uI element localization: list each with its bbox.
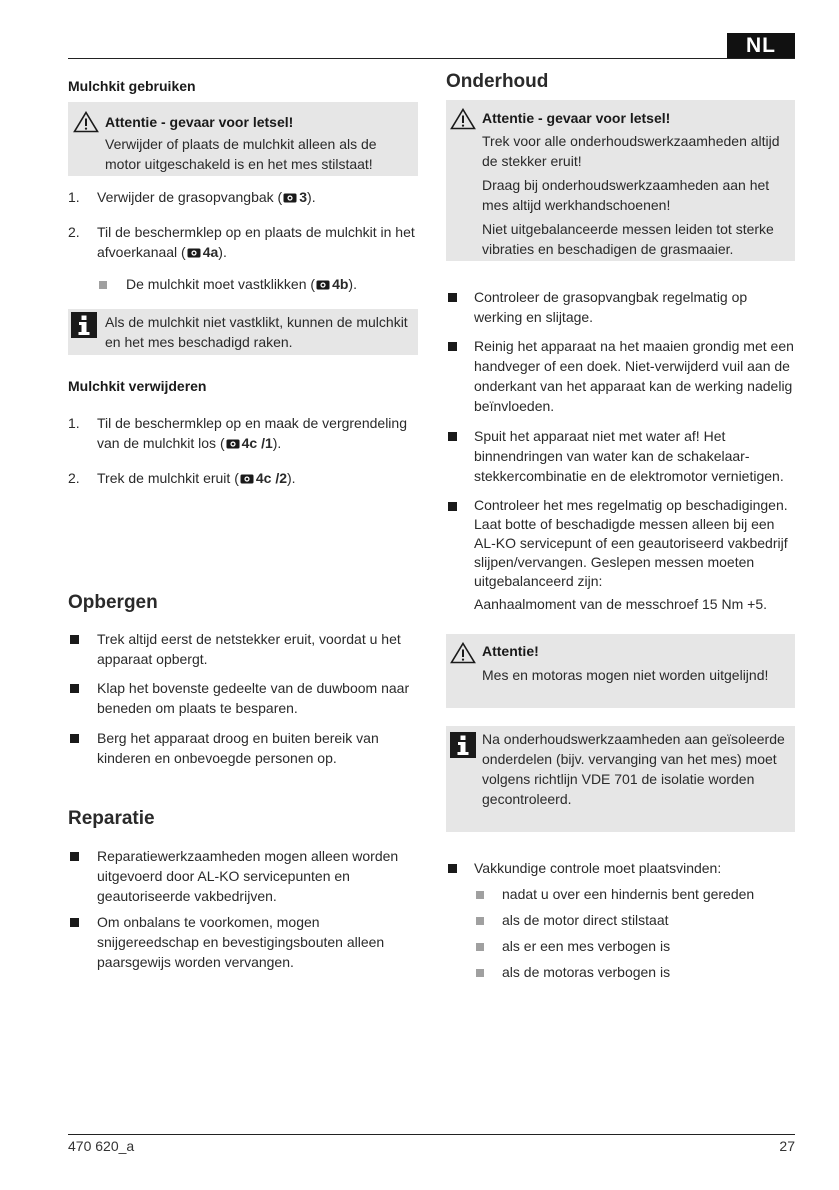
figure-camera-icon <box>226 438 240 449</box>
sub-bullet-icon <box>476 943 484 951</box>
step-number: 1. <box>68 189 80 205</box>
warning-triangle-icon <box>73 111 99 133</box>
warning-title: Attentie - gevaar voor letsel! <box>482 110 671 126</box>
step-number: 1. <box>68 415 80 431</box>
bullet-icon <box>448 864 457 873</box>
sub-list-item: als de motoras verbogen is <box>502 964 671 980</box>
sub-list-item: als de motor direct stilstaat <box>502 912 669 928</box>
step-number: 2. <box>68 470 80 486</box>
warning-text: Mes en motoras mogen niet worden uitgelijnd! <box>482 667 769 683</box>
bullet-icon <box>70 852 79 861</box>
list-item: Klap het bovenste gedeelte van de duwboom naar beneden om plaats te besparen. <box>97 680 410 716</box>
header-rule <box>68 58 795 59</box>
info-box-isolation <box>446 726 795 832</box>
info-icon <box>450 732 476 758</box>
list-item: Om onbalans te voorkomen, mogen snijgereedschap en bevestigingsbouten alleen paarsgewijs worden vervangen. <box>97 914 385 970</box>
list-item: Spuit het apparaat niet met water af! Het binnendringen van water kan de schakelaar-stekkercombinatie en de elektromotor vernietigen. <box>474 428 784 484</box>
sub-bullet-icon <box>476 891 484 899</box>
sub-bullet-icon <box>99 281 107 289</box>
bullet-icon <box>70 918 79 927</box>
bullet-icon <box>70 734 79 743</box>
bullet-icon <box>70 684 79 693</box>
section-heading-storage: Opbergen <box>68 592 158 613</box>
sub-bullet-icon <box>476 917 484 925</box>
list-item: Berg het apparaat droog en buiten bereik van kinderen en onbevoegde personen op. <box>97 730 379 766</box>
step-text: Til de beschermklep op en plaats de mulchkit in het afvoerkanaal ( 4a). <box>97 224 415 260</box>
figure-camera-icon <box>187 247 201 258</box>
sub-step-text: De mulchkit moet vastklikken ( 4b). <box>126 276 357 292</box>
warning-text: Trek voor alle onderhoudswerkzaamheden altijd de stekker eruit! <box>482 133 780 169</box>
list-item: Controleer de grasopvangbak regelmatig op werking en slijtage. <box>474 289 748 325</box>
bullet-icon <box>448 293 457 302</box>
step-text: Verwijder de grasopvangbak ( 3). <box>97 189 316 205</box>
list-item: Reinig het apparaat na het maaien grondig met een handveger of een doek. Niet-verwijderd vuil aan de onderkant van het apparaat kan de werking nadelig beïnvloeden. <box>474 338 794 414</box>
warning-box-alignment <box>446 634 795 708</box>
warning-title: Attentie - gevaar voor letsel! <box>105 114 294 130</box>
warning-text: Niet uitgebalanceerde messen leiden tot sterke vibraties en beschadigen de grasmaaier. <box>482 221 774 257</box>
list-item: Reparatiewerkzaamheden mogen alleen worden uitgevoerd door AL-KO servicepunten en geautoriseerde vakbedrijven. <box>97 848 399 904</box>
footer-rule <box>68 1134 795 1135</box>
language-badge: NL <box>727 33 795 59</box>
bullet-icon <box>448 502 457 511</box>
list-item: Vakkundige controle moet plaatsvinden: <box>474 860 722 876</box>
info-text: Als de mulchkit niet vastklikt, kunnen de mulchkit en het mes beschadigd raken. <box>105 314 408 350</box>
step-number: 2. <box>68 224 80 240</box>
torque-spec: Aanhaalmoment van de messchroef 15 Nm +5. <box>474 596 767 612</box>
sub-list-item: als er een mes verbogen is <box>502 938 671 954</box>
bullet-icon <box>448 342 457 351</box>
sub-list-item: nadat u over een hindernis bent gereden <box>502 886 755 902</box>
list-item: Controleer het mes regelmatig op beschadigingen. Laat botte of beschadigde messen alleen bij een AL-KO servicepunt of een geautoriseerd vakbedrijf slijpen/vervangen. Geslepen messen moeten uitgebalanceerd zijn: <box>474 497 788 589</box>
step-text: Trek de mulchkit eruit ( 4c /2). <box>97 470 296 486</box>
warning-text: Draag bij onderhoudswerkzaamheden aan het mes altijd werkhandschoenen! <box>482 177 770 213</box>
info-icon <box>71 312 97 338</box>
section-heading-maintenance: Onderhoud <box>446 71 549 92</box>
warning-triangle-icon <box>450 108 476 130</box>
page-number: 27 <box>779 1138 795 1154</box>
figure-camera-icon <box>283 192 297 203</box>
section-heading-repair: Reparatie <box>68 808 155 829</box>
bullet-icon <box>448 432 457 441</box>
warning-triangle-icon <box>450 642 476 664</box>
warning-box-maintenance <box>446 100 795 261</box>
warning-box-mulchkit <box>68 102 418 176</box>
figure-camera-icon <box>240 473 254 484</box>
section-heading-remove-mulchkit: Mulchkit verwijderen <box>68 378 207 394</box>
info-text: Na onderhoudswerkzaamheden aan geïsoleerde onderdelen (bijv. vervanging van het mes) moet volgens richtlijn VDE 701 de isolatie worden gecontroleerd. <box>482 731 785 807</box>
step-text: Til de beschermklep op en maak de vergrendeling van de mulchkit los ( 4c /1). <box>97 415 407 451</box>
warning-text: Verwijder of plaats de mulchkit alleen als de motor uitgeschakeld is en het mes stilstaat! <box>105 136 377 172</box>
warning-title: Attentie! <box>482 643 539 659</box>
document-number: 470 620_a <box>68 1138 135 1154</box>
figure-camera-icon <box>316 279 330 290</box>
info-box-mulchkit <box>68 309 418 355</box>
sub-bullet-icon <box>476 969 484 977</box>
section-heading-use-mulchkit: Mulchkit gebruiken <box>68 78 196 94</box>
list-item: Trek altijd eerst de netstekker eruit, voordat u het apparaat opbergt. <box>97 631 401 667</box>
bullet-icon <box>70 635 79 644</box>
